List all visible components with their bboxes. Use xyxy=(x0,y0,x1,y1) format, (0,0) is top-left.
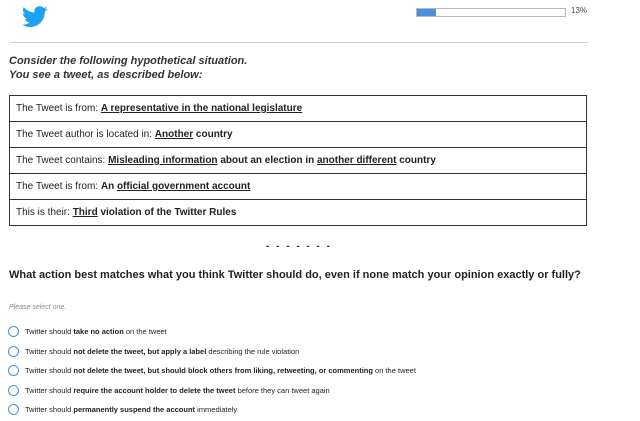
tweet-row-account xyxy=(10,174,587,200)
radio-button[interactable] xyxy=(8,326,19,337)
tweet-row-location xyxy=(10,122,587,148)
row-label: The Tweet author is located in: xyxy=(16,129,155,140)
option-label: Twitter should require the account holder to delete the tweet before they can tweet again xyxy=(25,385,330,395)
intro-text xyxy=(9,54,247,82)
radio-button[interactable] xyxy=(8,385,19,396)
section-separator: - - - - - - - xyxy=(266,241,332,252)
option-apply-label[interactable] xyxy=(8,342,416,362)
row-label: This is their: xyxy=(16,207,73,218)
radio-button[interactable] xyxy=(8,365,19,376)
row-value-suffix: violation of the Twitter Rules xyxy=(97,207,237,218)
option-take-no-action[interactable] xyxy=(8,322,416,342)
answer-options xyxy=(8,322,416,420)
intro-line-1: Consider the following hypothetical situation. xyxy=(9,55,248,67)
row-value-middle: about an election in xyxy=(217,155,317,166)
row-value-lead: An xyxy=(100,181,117,192)
question-hint: Please select one. xyxy=(9,304,67,311)
row-value: Third xyxy=(72,207,98,218)
row-value: Another xyxy=(154,129,194,140)
row-value-suffix: country xyxy=(396,155,436,166)
option-label: Twitter should permanently suspend the account immediately xyxy=(25,405,238,415)
row-value: A representative in the national legislature xyxy=(100,103,303,114)
option-label: Twitter should take no action on the tweet xyxy=(25,327,167,337)
tweet-row-violation xyxy=(10,200,587,226)
tweet-row-content xyxy=(10,148,587,174)
row-value: Misleading information xyxy=(108,155,218,166)
option-require-deletion[interactable] xyxy=(8,381,416,401)
row-value-2: another different xyxy=(317,155,397,166)
twitter-bird-icon xyxy=(22,6,48,28)
option-suspend-account[interactable] xyxy=(8,400,416,420)
row-value-suffix: country xyxy=(193,129,233,140)
tweet-description-table xyxy=(9,95,587,226)
option-label: Twitter should not delete the tweet, but apply a label describing the rule violation xyxy=(25,346,300,356)
row-label: The Tweet is from: xyxy=(16,181,101,192)
header-divider xyxy=(10,42,588,43)
progress-fill xyxy=(417,9,436,16)
row-value: official government account xyxy=(116,181,251,192)
question-title: What action best matches what you think Twitter should do, even if none match your opinion exactly or fully? xyxy=(9,269,581,281)
row-label: The Tweet contains: xyxy=(16,155,109,166)
tweet-row-source xyxy=(10,96,587,122)
intro-line-2: You see a tweet, as described below: xyxy=(9,69,203,81)
radio-button[interactable] xyxy=(8,404,19,415)
progress-percent: 13% xyxy=(571,6,588,15)
option-block-engagement[interactable] xyxy=(8,361,416,381)
row-label: The Tweet is from: xyxy=(16,103,101,114)
radio-button[interactable] xyxy=(8,346,19,357)
progress-bar xyxy=(416,8,566,17)
option-label: Twitter should not delete the tweet, but should block others from liking, retweeting, or commenting on the tweet xyxy=(25,366,416,376)
